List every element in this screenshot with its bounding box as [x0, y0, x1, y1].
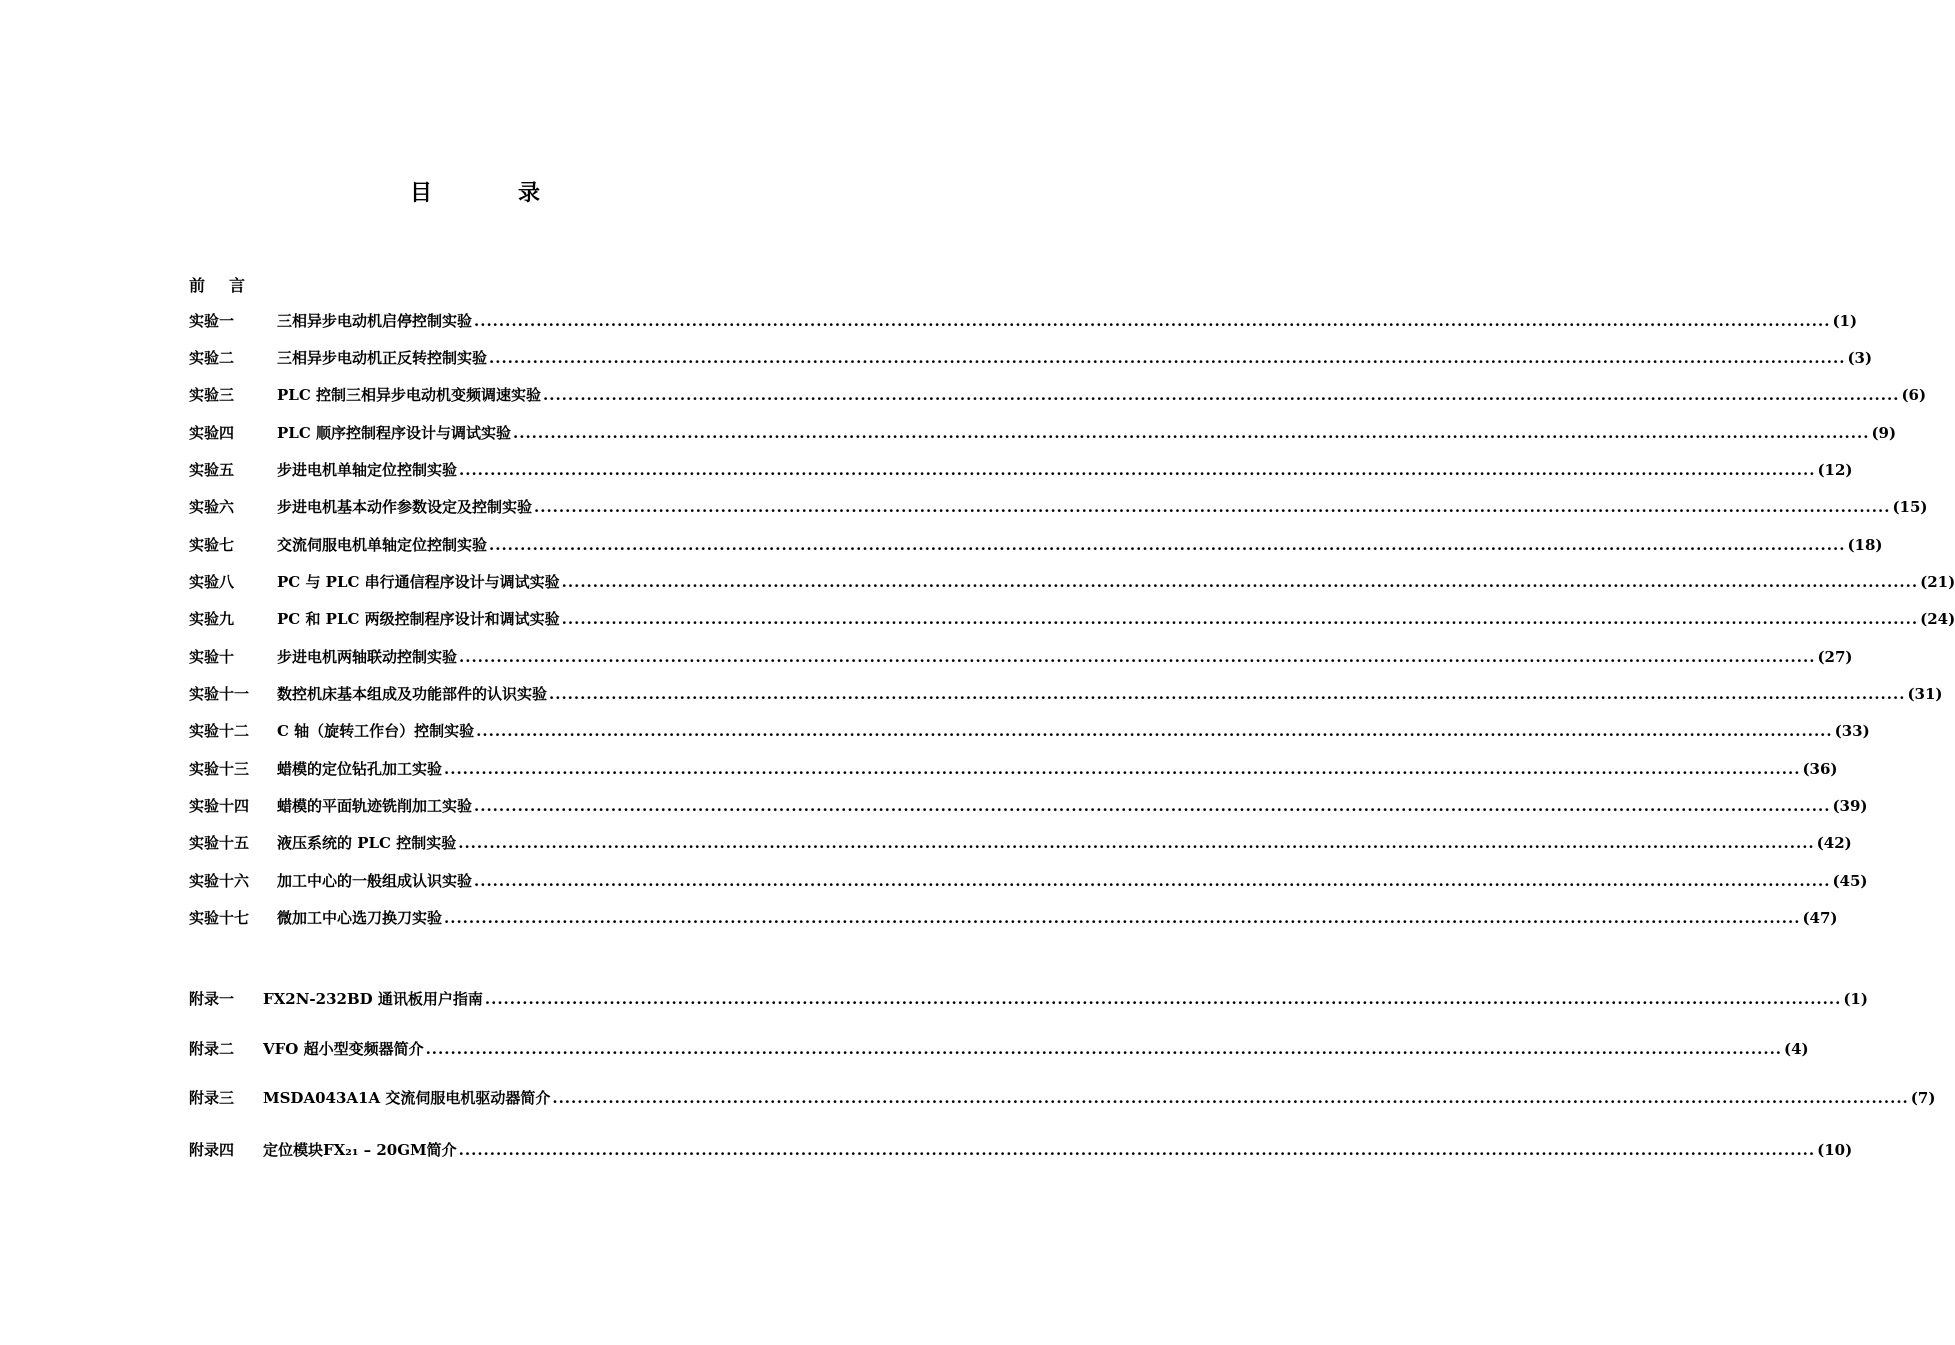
toc-entry-label: 实验二	[189, 349, 235, 367]
toc-entry-page: (27)	[1817, 648, 1853, 666]
toc-entry-title: 步进电机单轴定位控制实验	[277, 461, 458, 479]
toc-entry-experiment-10[interactable]	[189, 646, 1853, 668]
toc-entry-title: 步进电机基本动作参数设定及控制实验	[277, 498, 533, 516]
toc-entry-label: 附录四	[189, 1141, 235, 1159]
toc-entry-title: 三相异步电动机正反转控制实验	[277, 349, 488, 367]
toc-entry-page: (1)	[1843, 990, 1868, 1008]
toc-entry-label: 实验十四	[189, 797, 250, 815]
toc-entry-title: 步进电机两轴联动控制实验	[277, 648, 458, 666]
toc-entry-title: 三相异步电动机启停控制实验	[277, 312, 473, 330]
toc-entry-title: 定位模块FX₂₁ – 20GM简介	[263, 1141, 457, 1159]
toc-entry-label: 实验八	[189, 573, 235, 591]
toc-dot-leader	[459, 1139, 1815, 1161]
toc-entry-page: (4)	[1784, 1040, 1809, 1058]
toc-entry-label: 实验十二	[189, 722, 250, 740]
toc-entry-label: 实验十一	[189, 685, 250, 703]
toc-entry-experiment-17[interactable]	[189, 907, 1838, 929]
toc-entry-page: (1)	[1832, 312, 1858, 330]
toc-dot-leader	[489, 534, 1845, 556]
toc-entry-label: 实验十三	[189, 760, 250, 778]
toc-entry-title: PLC 顺序控制程序设计与调试实验	[277, 424, 511, 442]
page-title	[0, 176, 950, 207]
toc-entry-title: VFO 超小型变频器简介	[263, 1040, 424, 1058]
toc-dot-leader	[459, 646, 1815, 668]
toc-entry-label: 实验七	[189, 536, 235, 554]
toc-entry-title: 微加工中心选刀换刀实验	[277, 909, 443, 927]
toc-entry-experiment-15[interactable]	[189, 832, 1852, 854]
toc-entry-title: 加工中心的一般组成认识实验	[277, 872, 473, 890]
toc-dot-leader	[474, 310, 1830, 332]
toc-entry-title: 数控机床基本组成及功能部件的认识实验	[277, 685, 548, 703]
toc-entry-title: PC 与 PLC 串行通信程序设计与调试实验	[277, 573, 560, 591]
toc-entry-label: 实验六	[189, 498, 235, 516]
toc-entry-title: 交流伺服电机单轴定位控制实验	[277, 536, 488, 554]
toc-entry-label: 实验十五	[189, 834, 250, 852]
toc-entry-page: (12)	[1817, 461, 1853, 479]
toc-entry-experiment-13[interactable]	[189, 758, 1838, 780]
toc-entry-page: (33)	[1834, 722, 1870, 740]
toc-entry-page: (15)	[1892, 498, 1928, 516]
toc-entry-page: (24)	[1920, 610, 1955, 628]
toc-entry-label: 实验十六	[189, 872, 250, 890]
toc-entry-experiment-2[interactable]	[189, 347, 1873, 369]
toc-entry-page: (9)	[1871, 424, 1897, 442]
toc-entry-experiment-4[interactable]	[189, 422, 1897, 444]
page-title-char-1: 目	[409, 180, 432, 206]
toc-entry-page: (18)	[1847, 536, 1883, 554]
toc-entry-page: (31)	[1907, 685, 1943, 703]
toc-entry-title: PLC 控制三相异步电动机变频调速实验	[277, 386, 541, 404]
toc-dot-leader	[534, 496, 1890, 518]
toc-entry-label: 实验十	[189, 648, 235, 666]
toc-entry-page: (47)	[1802, 909, 1838, 927]
toc-dot-leader	[474, 870, 1830, 892]
toc-entry-experiment-11[interactable]	[189, 683, 1943, 705]
toc-dot-leader	[426, 1038, 1782, 1060]
preface-char-1: 前	[189, 276, 206, 295]
toc-dot-leader	[444, 758, 1800, 780]
toc-entry-appendix-3[interactable]	[189, 1087, 1936, 1109]
toc-entry-label: 实验三	[189, 386, 235, 404]
toc-dot-leader	[444, 907, 1800, 929]
toc-dot-leader	[459, 459, 1815, 481]
toc-entry-label: 实验五	[189, 461, 235, 479]
toc-dot-leader	[489, 347, 1845, 369]
toc-entry-experiment-16[interactable]	[189, 870, 1868, 892]
toc-entry-page: (10)	[1817, 1141, 1853, 1159]
toc-preface[interactable]	[189, 273, 245, 296]
toc-entry-label: 实验九	[189, 610, 235, 628]
toc-entry-appendix-2[interactable]	[189, 1038, 1809, 1060]
toc-dot-leader	[549, 683, 1905, 705]
toc-entry-experiment-14[interactable]	[189, 795, 1868, 817]
toc-entry-label: 实验四	[189, 424, 235, 442]
toc-entry-title: PC 和 PLC 两级控制程序设计和调试实验	[277, 610, 560, 628]
toc-entry-page: (3)	[1847, 349, 1873, 367]
toc-entry-experiment-6[interactable]	[189, 496, 1928, 518]
toc-entry-title: C 轴（旋转工作台）控制实验	[277, 722, 475, 740]
toc-dot-leader	[476, 720, 1832, 742]
toc-entry-page: (36)	[1802, 760, 1838, 778]
toc-entry-experiment-5[interactable]	[189, 459, 1853, 481]
toc-dot-leader	[458, 832, 1814, 854]
toc-entry-page: (6)	[1901, 386, 1927, 404]
toc-entry-title: 液压系统的 PLC 控制实验	[277, 834, 457, 852]
toc-entry-title: FX2N-232BD 通讯板用户指南	[263, 990, 483, 1008]
toc-dot-leader	[562, 608, 1918, 630]
toc-entry-appendix-4[interactable]	[189, 1139, 1853, 1161]
page-title-char-2: 录	[518, 180, 541, 206]
toc-entry-label: 附录二	[189, 1040, 235, 1058]
toc-entry-label: 附录一	[189, 990, 235, 1008]
toc-entry-experiment-3[interactable]	[189, 384, 1927, 406]
toc-entry-label: 实验十七	[189, 909, 250, 927]
toc-dot-leader	[562, 571, 1918, 593]
toc-dot-leader	[474, 795, 1830, 817]
toc-entry-page: (42)	[1816, 834, 1852, 852]
toc-entry-page: (45)	[1832, 872, 1868, 890]
toc-entry-label: 实验一	[189, 312, 235, 330]
preface-char-2: 言	[229, 276, 246, 295]
toc-entry-experiment-12[interactable]	[189, 720, 1870, 742]
toc-entry-page: (39)	[1832, 797, 1868, 815]
toc-entry-page: (7)	[1910, 1089, 1936, 1107]
toc-entry-title: MSDA043A1A 交流伺服电机驱动器简介	[263, 1089, 551, 1107]
toc-dot-leader	[552, 1087, 1908, 1109]
toc-entry-experiment-8[interactable]	[189, 571, 1955, 593]
toc-entry-page: (21)	[1920, 573, 1955, 591]
toc-entry-label: 附录三	[189, 1089, 235, 1107]
toc-entry-experiment-9[interactable]	[189, 608, 1955, 630]
toc-dot-leader	[543, 384, 1899, 406]
toc-entry-experiment-1[interactable]	[189, 310, 1858, 332]
toc-dot-leader	[485, 988, 1841, 1010]
toc-entry-title: 蜡模的平面轨迹铣削加工实验	[277, 797, 473, 815]
toc-dot-leader	[513, 422, 1869, 444]
toc-entry-title: 蜡模的定位钻孔加工实验	[277, 760, 443, 778]
toc-entry-experiment-7[interactable]	[189, 534, 1883, 556]
toc-entry-appendix-1[interactable]	[189, 988, 1868, 1010]
